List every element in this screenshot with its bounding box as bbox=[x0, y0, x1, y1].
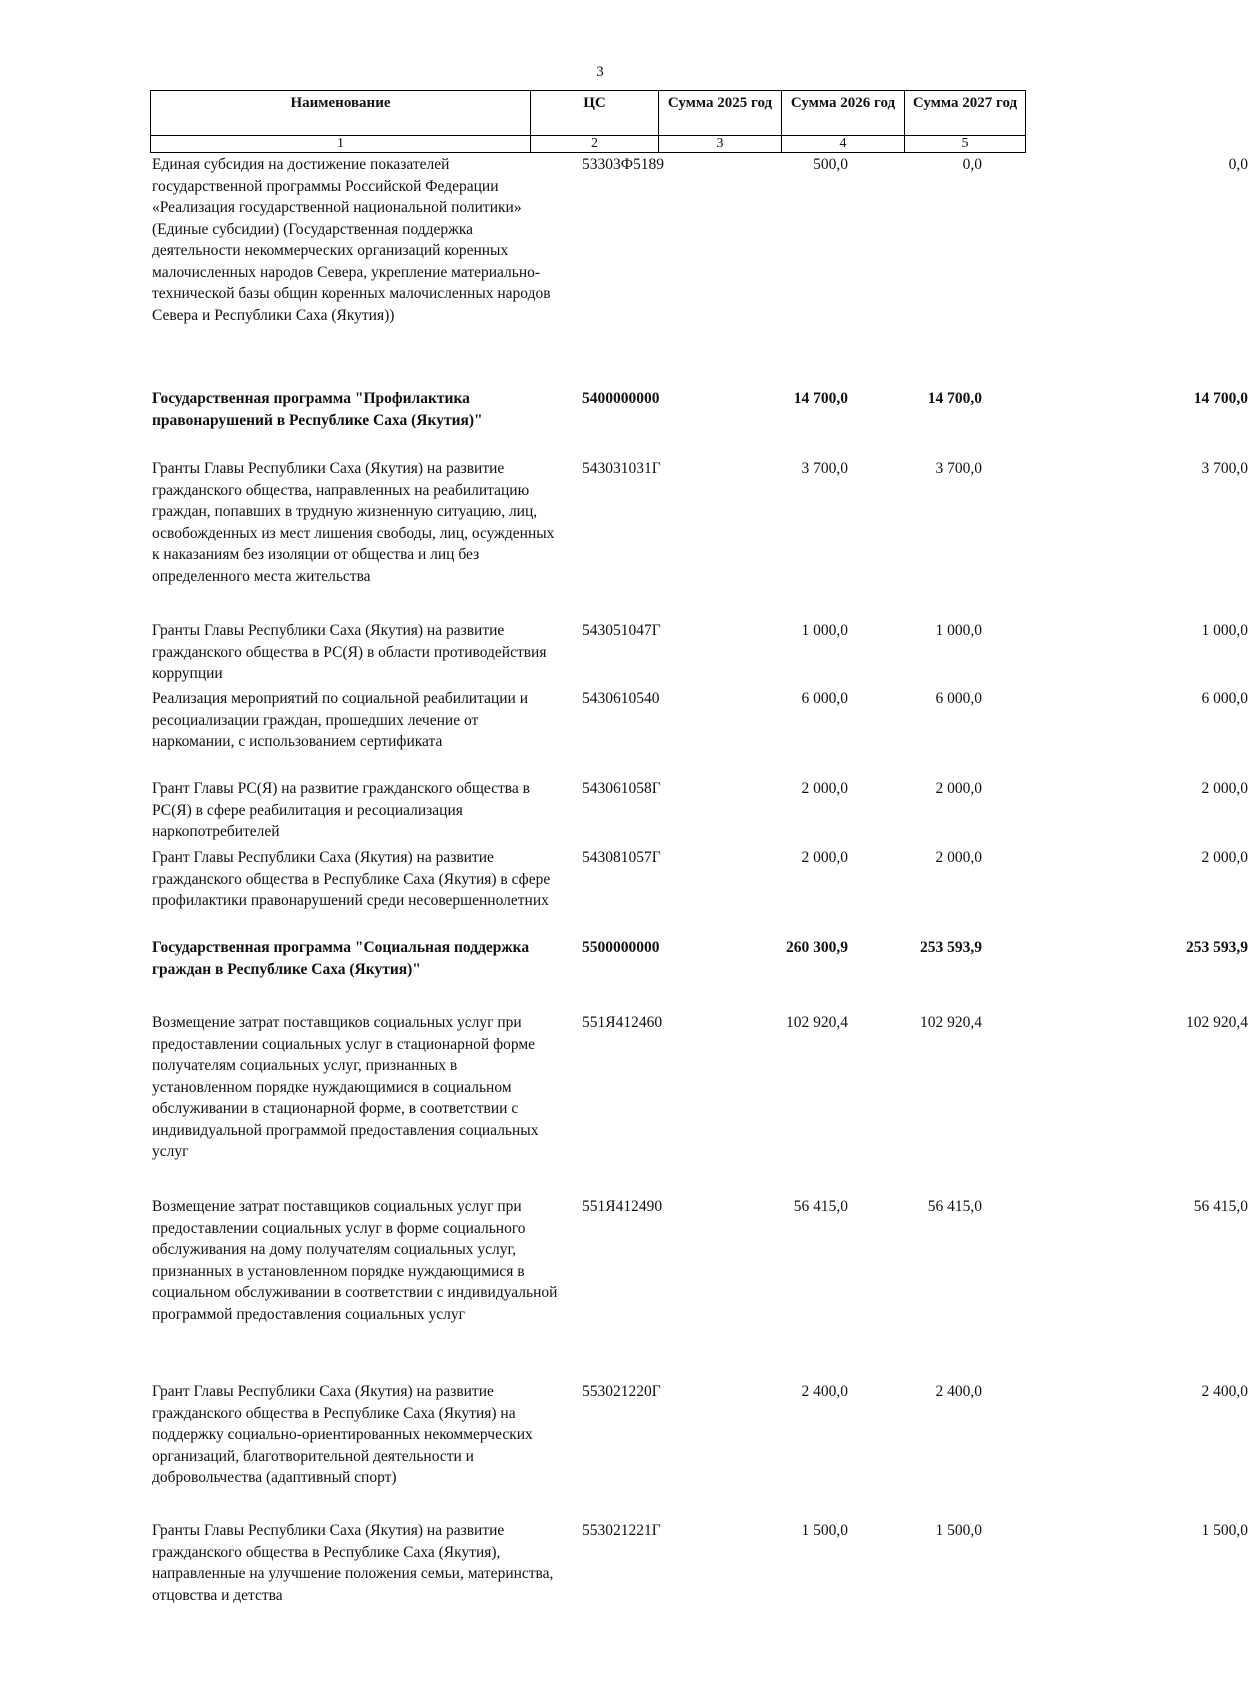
row-name: Гранты Главы Республики Саха (Якутия) на развитие гражданского общества в РС(Я) в области противодействия коррупции bbox=[152, 622, 547, 682]
row-name: Государственная программа "Социальная поддержка граждан в Республике Саха (Якутия)" bbox=[152, 939, 530, 978]
row-sum-2027: 3 700,0 bbox=[1201, 460, 1248, 477]
row-sum-2026: 56 415,0 bbox=[927, 1198, 982, 1215]
col-index-5: 5 bbox=[905, 136, 1026, 153]
row-sum-2027: 6 000,0 bbox=[1201, 690, 1248, 707]
row-sum-2027: 2 000,0 bbox=[1201, 780, 1248, 797]
row-sum-2026: 253 593,9 bbox=[920, 939, 982, 956]
row-sum-2026: 6 000,0 bbox=[935, 690, 982, 707]
row-sum-2025: 500,0 bbox=[813, 156, 848, 173]
row-sum-2025: 14 700,0 bbox=[793, 390, 848, 407]
row-sum-2025: 56 415,0 bbox=[793, 1198, 848, 1215]
row-name: Государственная программа "Профилактика правонарушений в Республике Саха (Якутия)" bbox=[152, 390, 483, 429]
row-sum-2026: 1 000,0 bbox=[935, 622, 982, 639]
row-name: Гранты Главы Республики Саха (Якутия) на развитие гражданского общества, направленных на реабилитацию граждан, попавших в трудную жизненную ситуацию, лиц, освобожденных из мест лишения свободы, лиц, осужденных к наказаниям без изоляции от общества и лиц без определенного места жительства bbox=[152, 460, 555, 585]
row-sum-2026: 3 700,0 bbox=[935, 460, 982, 477]
col-index-4: 4 bbox=[782, 136, 905, 153]
row-code: 53303Ф5189 bbox=[582, 156, 664, 173]
row-sum-2025: 1 500,0 bbox=[801, 1522, 848, 1539]
row-name: Возмещение затрат поставщиков социальных услуг при предоставлении социальных услуг в стационарной форме получателям социальных услуг, признанных в установленном порядке нуждающимися в социальном обслуживании в стационарной форме, в соответствии с индивидуальной программой предоставления социальных услуг bbox=[152, 1014, 539, 1160]
col-index-2: 2 bbox=[531, 136, 659, 153]
header-2027: Сумма 2027 год bbox=[905, 91, 1026, 136]
row-code: 553021220Г bbox=[582, 1383, 661, 1400]
row-sum-2027: 1 000,0 bbox=[1201, 622, 1248, 639]
row-name: Возмещение затрат поставщиков социальных услуг при предоставлении социальных услуг в форме социального обслуживания на дому получателям социальных услуг, признанных в установленном порядке нуждающимися в социальном обслуживании в соответствии с индивидуальной программой предоставления социальных услуг bbox=[152, 1198, 558, 1323]
row-code: 543051047Г bbox=[582, 622, 661, 639]
row-sum-2026: 14 700,0 bbox=[927, 390, 982, 407]
row-sum-2027: 1 500,0 bbox=[1201, 1522, 1248, 1539]
row-sum-2026: 0,0 bbox=[962, 156, 982, 173]
row-sum-2025: 102 920,4 bbox=[786, 1014, 848, 1031]
row-sum-2025: 2 000,0 bbox=[801, 849, 848, 866]
row-sum-2027: 102 920,4 bbox=[1186, 1014, 1248, 1031]
row-sum-2027: 14 700,0 bbox=[1193, 390, 1248, 407]
row-code: 5430610540 bbox=[582, 690, 660, 707]
row-sum-2025: 6 000,0 bbox=[801, 690, 848, 707]
row-sum-2025: 2 000,0 bbox=[801, 780, 848, 797]
header-2025: Сумма 2025 год bbox=[659, 91, 782, 136]
row-sum-2027: 2 400,0 bbox=[1201, 1383, 1248, 1400]
row-sum-2027: 2 000,0 bbox=[1201, 849, 1248, 866]
page-number: 3 bbox=[596, 64, 604, 80]
row-sum-2025: 3 700,0 bbox=[801, 460, 848, 477]
col-index-3: 3 bbox=[659, 136, 782, 153]
row-sum-2026: 2 000,0 bbox=[935, 849, 982, 866]
table-header bbox=[150, 90, 1026, 153]
row-sum-2025: 2 400,0 bbox=[801, 1383, 848, 1400]
row-code: 551Я412490 bbox=[582, 1198, 663, 1215]
row-sum-2025: 1 000,0 bbox=[801, 622, 848, 639]
row-code: 543081057Г bbox=[582, 849, 661, 866]
row-code: 551Я412460 bbox=[582, 1014, 663, 1031]
row-name: Гранты Главы Республики Саха (Якутия) на развитие гражданского общества в Республике Саха (Якутия), направленные на улучшение положения семьи, материнства, отцовства и детства bbox=[152, 1522, 554, 1604]
row-sum-2027: 0,0 bbox=[1228, 156, 1248, 173]
row-sum-2027: 56 415,0 bbox=[1193, 1198, 1248, 1215]
row-name: Грант Главы Республики Саха (Якутия) на развитие гражданского общества в Республике Саха (Якутия) на поддержку социально-ориентированных некоммерческих организаций, благотворительной деятельности и добровольчества (адаптивный спорт) bbox=[152, 1383, 533, 1486]
row-name: Единая субсидия на достижение показателей государственной программы Российской Федерации «Реализация государственной национальной политики» (Единые субсидии) (Государственная поддержка деятельности некоммерческих организаций коренных малочисленных народов Севера, укрепление материально-технической базы общин коренных малочисленных народов Севера и Республики Саха (Якутия)) bbox=[152, 156, 551, 324]
row-name: Грант Главы РС(Я) на развитие гражданского общества в РС(Я) в сфере реабилитация и ресоциализация наркопотребителей bbox=[152, 780, 530, 840]
header-name: Наименование bbox=[151, 91, 531, 136]
row-sum-2027: 253 593,9 bbox=[1186, 939, 1248, 956]
header-code: ЦС bbox=[531, 91, 659, 136]
row-sum-2026: 2 400,0 bbox=[935, 1383, 982, 1400]
row-sum-2026: 102 920,4 bbox=[920, 1014, 982, 1031]
row-name: Грант Главы Республики Саха (Якутия) на развитие гражданского общества в Республике Саха (Якутия) в сфере профилактики правонарушений среди несовершеннолетних bbox=[152, 849, 551, 909]
row-sum-2026: 2 000,0 bbox=[935, 780, 982, 797]
col-index-1: 1 bbox=[151, 136, 531, 153]
row-sum-2025: 260 300,9 bbox=[786, 939, 848, 956]
row-sum-2026: 1 500,0 bbox=[935, 1522, 982, 1539]
row-code: 543031031Г bbox=[582, 460, 661, 477]
row-code: 5400000000 bbox=[582, 390, 660, 407]
header-2026: Сумма 2026 год bbox=[782, 91, 905, 136]
row-name: Реализация мероприятий по социальной реабилитации и ресоциализации граждан, прошедших лечение от наркомании, с использованием сертификата bbox=[152, 690, 529, 750]
row-code: 5500000000 bbox=[582, 939, 660, 956]
row-code: 553021221Г bbox=[582, 1522, 661, 1539]
row-code: 543061058Г bbox=[582, 780, 661, 797]
